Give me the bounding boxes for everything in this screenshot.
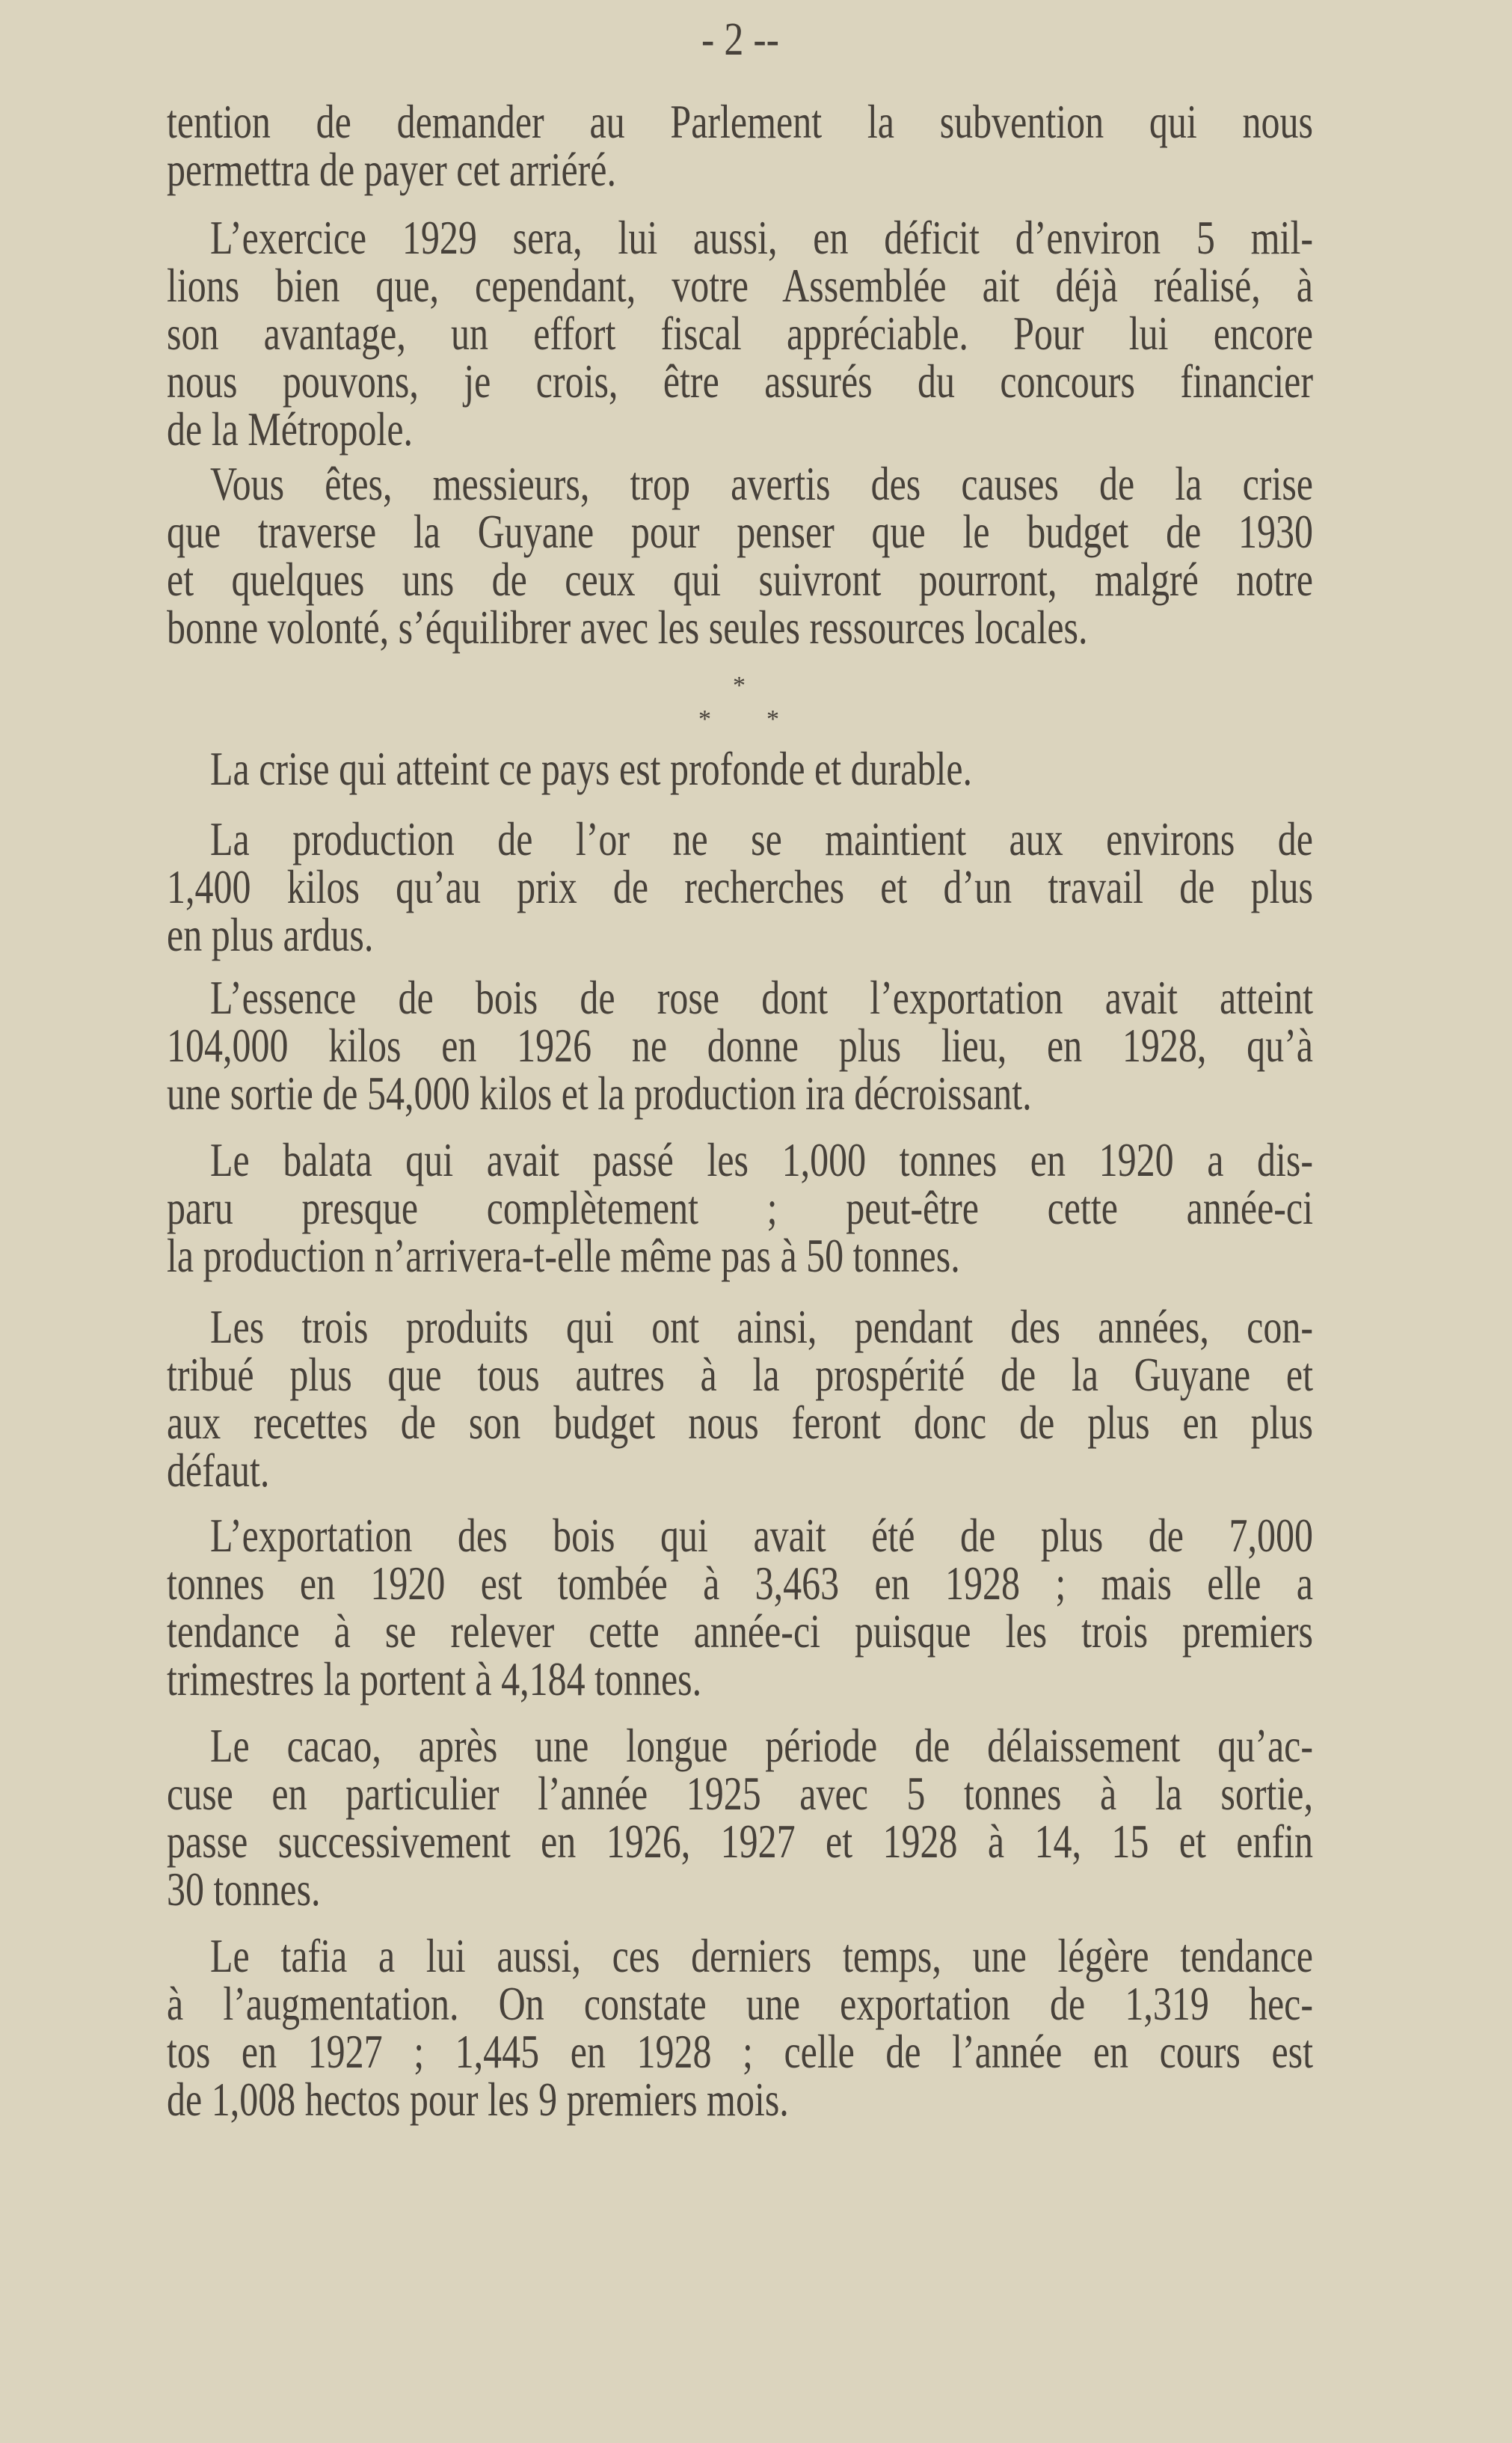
paragraph [167,741,1313,795]
text-line: passe successivement en 1926, 1927 et 1928 à 14, 15 et enfin [167,1814,1313,1868]
text-line: 104,000 kilos en 1926 ne donne plus lieu, en 1928, qu’à [167,1018,1313,1072]
text-line: de la Métropole. [167,402,414,456]
text-line: trimestres la portent à 4,184 tonnes. [167,1652,702,1705]
text-line: Vous êtes, messieurs, trop avertis des causes de la crise [210,456,1313,510]
text-line: tention de demander au Parlement la subvention qui nous [167,94,1313,148]
text-line: tendance à se relever cette année-ci puisque les trois premiers [167,1604,1313,1658]
text-line: que traverse la Guyane pour penser que le budget de 1930 [167,504,1313,558]
text-line: son avantage, un effort fiscal appréciable. Pour lui encore [167,306,1313,360]
page-number: - 2 -- [701,14,779,66]
text-line: aux recettes de son budget nous feront donc de plus en plus [167,1395,1313,1449]
paragraph [167,1508,1313,1705]
text-line: tos en 1927 ; 1,445 en 1928 ; celle de l’année en cours est [167,2024,1313,2078]
paragraph [167,210,1313,456]
text-line: 30 tonnes. [167,1862,321,1916]
text-line: Le balata qui avait passé les 1,000 tonnes en 1920 a dis- [210,1132,1313,1186]
text-line: tribué plus que tous autres à la prospérité de la Guyane et [167,1347,1313,1401]
paragraph [167,970,1313,1120]
text-line: nous pouvons, je crois, être assurés du concours financier [167,354,1313,408]
separator-star: * [733,672,746,699]
text-line: Le tafia a lui aussi, ces derniers temps, une légère tendance [210,1928,1313,1982]
paragraph [167,812,1313,961]
paragraph [167,94,1313,196]
text-line: à l’augmentation. On constate une exportation de 1,319 hec- [167,1976,1313,2030]
text-line: bonne volonté, s’équilibrer avec les seules ressources locales. [167,600,1088,654]
separator-star: * [698,705,711,733]
text-line: défaut. [167,1443,270,1497]
text-line: une sortie de 54,000 kilos et la production ira décroissant. [167,1066,1032,1120]
text-line: la production n’arrivera-t-elle même pas à 50 tonnes. [167,1228,960,1282]
paragraph [167,1132,1313,1282]
paragraph [167,1928,1313,2126]
paragraph [167,1718,1313,1916]
separator-star: * [766,705,779,733]
paragraph [167,456,1313,654]
text-line: L’exercice 1929 sera, lui aussi, en déficit d’environ 5 mil- [210,210,1313,264]
text-line: en plus ardus. [167,907,374,961]
text-line: tonnes en 1920 est tombée à 3,463 en 1928 ; mais elle a [167,1556,1313,1610]
text-line: permettra de payer cet arriéré. [167,142,616,196]
text-line: et quelques uns de ceux qui suivront pourront, malgré notre [167,552,1313,606]
text-line: La crise qui atteint ce pays est profonde et durable. [210,741,973,795]
text-line: lions bien que, cependant, votre Assemblée ait déjà réalisé, à [167,258,1313,312]
text-line: paru presque complètement ; peut-être cette année-ci [167,1180,1313,1234]
text-line: La production de l’or ne se maintient aux environs de [210,812,1313,865]
text-line: de 1,008 hectos pour les 9 premiers mois. [167,2072,789,2126]
text-line: 1,400 kilos qu’au prix de recherches et d’un travail de plus [167,859,1313,913]
text-line: L’essence de bois de rose dont l’exportation avait atteint [210,970,1313,1024]
text-line: cuse en particulier l’année 1925 avec 5 tonnes à la sortie, [167,1766,1313,1820]
text-line: Les trois produits qui ont ainsi, pendant des années, con- [210,1299,1313,1353]
text-line: Le cacao, après une longue période de délaissement qu’ac- [210,1718,1313,1772]
paragraph [167,1299,1313,1497]
text-line: L’exportation des bois qui avait été de plus de 7,000 [210,1508,1313,1562]
